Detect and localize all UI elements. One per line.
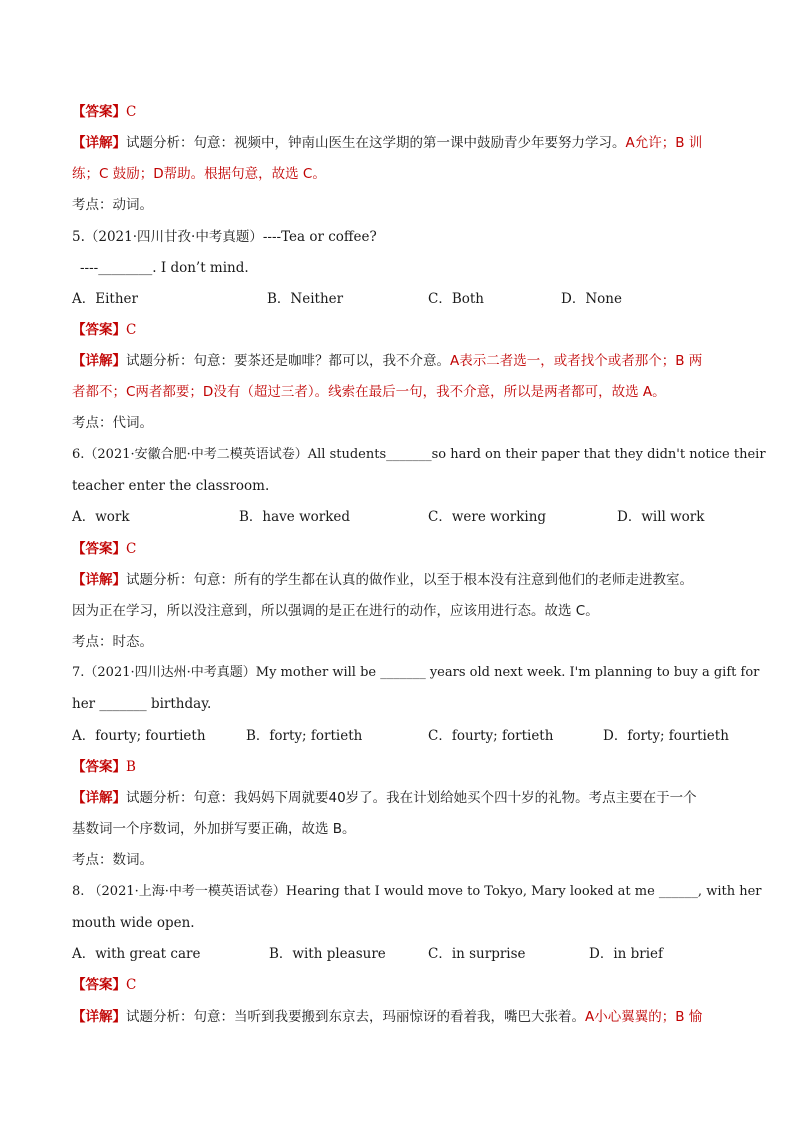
detail-continuation: 者都不；C两者都要；D没有（超过三者）。线索在最后一句，我不介意，所以是两者都可，故选 A。 bbox=[72, 384, 666, 400]
detail-line bbox=[72, 134, 702, 152]
detail-continuation: 因为正在学习，所以没注意到，所以强调的是正在进行的动作，应该用进行态。故选 C。 bbox=[72, 603, 599, 619]
option-b: B．forty; fortieth bbox=[246, 728, 363, 744]
detail-line bbox=[72, 571, 693, 589]
answer-line bbox=[72, 103, 136, 121]
option-c: C．were working bbox=[428, 509, 547, 525]
kaodian: 考点：代词。 bbox=[72, 415, 153, 431]
option-b: B．with pleasure bbox=[269, 946, 386, 962]
option-c: C．Both bbox=[428, 291, 484, 307]
answer-label: 【答案】 bbox=[72, 104, 126, 120]
detail-continuation: 练；C 鼓励；D帮助。根据句意，故选 C。 bbox=[72, 166, 326, 182]
detail-text: 试题分析：句意：我妈妈下周就要40岁了。我在计划给她买个四十岁的礼物。考点主要在于一个 bbox=[126, 790, 697, 806]
option-d: D．None bbox=[561, 291, 622, 307]
question-stem-cont: her _______ birthday. bbox=[72, 696, 212, 712]
detail-label: 【详解】 bbox=[72, 1009, 126, 1025]
answer-value: B bbox=[126, 759, 136, 775]
answer-label: 【答案】 bbox=[72, 977, 126, 993]
question-stem: 8. （2021·上海·中考一模英语试卷）Hearing that I would move to Tokyo, Mary looked at me ______, with her bbox=[72, 884, 762, 899]
answer-line bbox=[72, 321, 136, 339]
option-a: A．fourty; fourtieth bbox=[72, 728, 206, 744]
question-stem-cont: mouth wide open. bbox=[72, 915, 195, 931]
option-c: C．fourty; fortieth bbox=[428, 728, 554, 744]
answer-line bbox=[72, 758, 136, 776]
option-d: D．in brief bbox=[589, 946, 664, 962]
detail-line bbox=[72, 1008, 702, 1026]
detail-text: 试题分析：句意：当听到我要搬到东京去，玛丽惊讶的看着我，嘴巴大张着。 bbox=[126, 1009, 585, 1025]
answer-label: 【答案】 bbox=[72, 322, 126, 338]
option-a: A．with great care bbox=[72, 946, 201, 962]
question-stem: 7.（2021·四川达州·中考真题）My mother will be _______ years old next week. I'm planning to buy a gift for bbox=[72, 665, 760, 680]
answer-label: 【答案】 bbox=[72, 759, 126, 775]
question-stem-cont: teacher enter the classroom. bbox=[72, 478, 270, 494]
answer-line bbox=[72, 976, 136, 994]
option-d: D．forty; fourtieth bbox=[603, 728, 729, 744]
detail-label: 【详解】 bbox=[72, 572, 126, 588]
answer-value: C bbox=[126, 541, 137, 557]
kaodian: 考点：数词。 bbox=[72, 852, 153, 868]
detail-text: 试题分析：句意：要茶还是咖啡？都可以，我不介意。 bbox=[126, 353, 450, 369]
option-c: C．in surprise bbox=[428, 946, 526, 962]
detail-line bbox=[72, 352, 702, 370]
detail-text-red: A表示二者选一，或者找个或者那个；B 两 bbox=[450, 353, 703, 369]
answer-value: C bbox=[126, 104, 137, 120]
detail-text-red: A允许；B 训 bbox=[625, 135, 703, 151]
answer-line bbox=[72, 540, 136, 558]
option-a: A．work bbox=[72, 509, 130, 525]
detail-text: 试题分析：句意：所有的学生都在认真的做作业，以至于根本没有注意到他们的老师走进教室。 bbox=[126, 572, 693, 588]
detail-label: 【详解】 bbox=[72, 353, 126, 369]
question-stem-cont: ----________. I don’t mind. bbox=[80, 260, 249, 276]
kaodian: 考点：动词。 bbox=[72, 197, 153, 213]
question-stem: 5.（2021·四川甘孜·中考真题）----Tea or coffee? bbox=[72, 229, 377, 245]
detail-text-red: A小心翼翼的；B 愉 bbox=[585, 1009, 703, 1025]
option-a: A．Either bbox=[72, 291, 138, 307]
option-b: B．have worked bbox=[239, 509, 351, 525]
detail-line bbox=[72, 789, 697, 807]
detail-label: 【详解】 bbox=[72, 790, 126, 806]
detail-label: 【详解】 bbox=[72, 135, 126, 151]
question-stem: 6.（2021·安徽合肥·中考二模英语试卷）All students_______so hard on their paper that they didn't notice their bbox=[72, 447, 766, 462]
option-b: B．Neither bbox=[267, 291, 344, 307]
option-d: D．will work bbox=[617, 509, 705, 525]
detail-text: 试题分析：句意：视频中，钟南山医生在这学期的第一课中鼓励青少年要努力学习。 bbox=[126, 135, 626, 151]
answer-label: 【答案】 bbox=[72, 541, 126, 557]
answer-value: C bbox=[126, 977, 137, 993]
kaodian: 考点：时态。 bbox=[72, 634, 153, 650]
answer-value: C bbox=[126, 322, 137, 338]
detail-continuation: 基数词一个序数词，外加拼写要正确，故选 B。 bbox=[72, 821, 356, 837]
